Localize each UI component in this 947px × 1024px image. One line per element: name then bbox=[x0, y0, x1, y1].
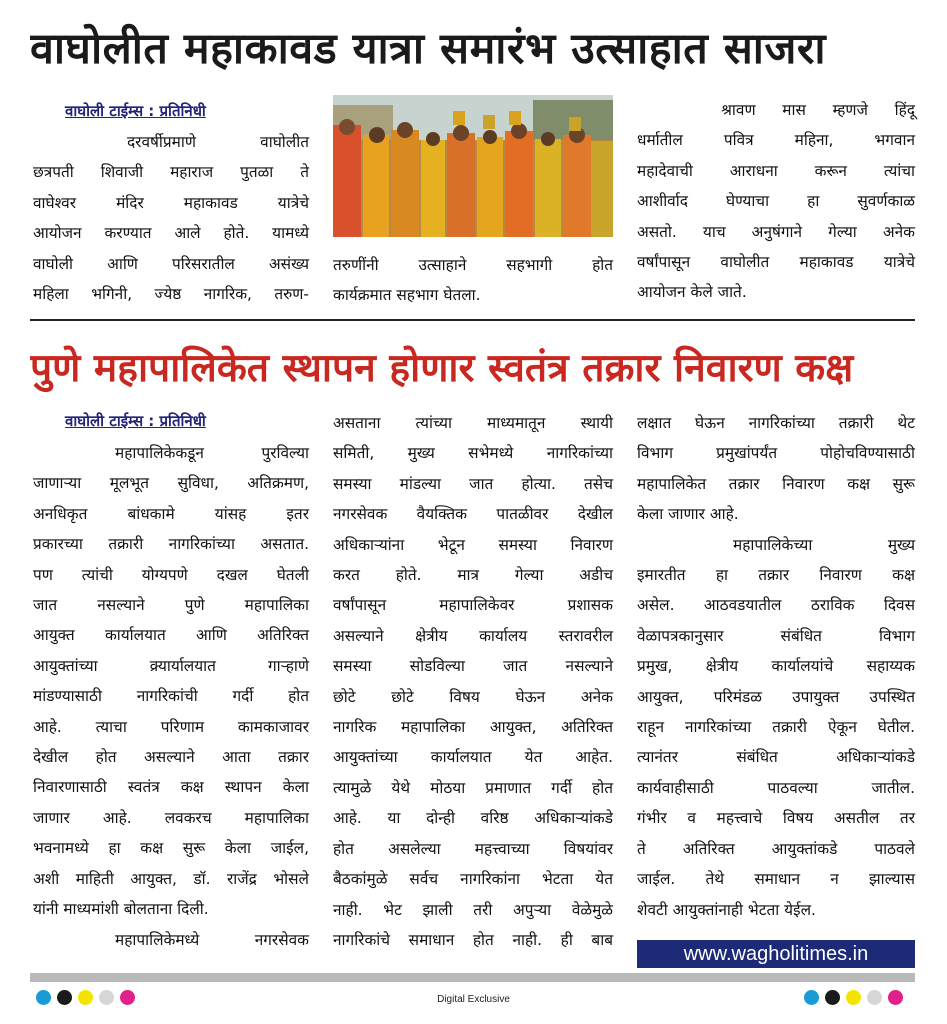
article1-column-2 bbox=[333, 250, 613, 311]
print-marks-right bbox=[804, 990, 903, 1005]
print-mark-dot bbox=[888, 990, 903, 1005]
text-line: ते अतिरिक्त आयुक्तांकडे पाठवले bbox=[637, 839, 915, 858]
section-divider bbox=[30, 319, 915, 321]
text-line: मांडण्यासाठी नागरिकांची गर्दी होत bbox=[33, 687, 309, 706]
text-line: अशी माहिती आयुक्त, डॉ. राजेंद्र भोसले bbox=[33, 869, 309, 888]
article2-column-3 bbox=[637, 408, 915, 925]
text-line: असेल. आठवडयातील ठराविक दिवस bbox=[637, 596, 915, 615]
text-line: वाघेश्वर मंदिर महाकावड यात्रेचे bbox=[33, 193, 309, 212]
text-line: यांनी माध्यमांशी बोलताना दिली. bbox=[33, 900, 209, 919]
text-line: प्रकारच्या तक्रारी नागरिकांच्या असतात. bbox=[33, 535, 309, 554]
article2-column-1 bbox=[33, 438, 309, 955]
text-line: समस्या सोडविल्या जात नसल्याने bbox=[333, 657, 613, 676]
text-line: आयोजन करण्यात आले होते. यामध्ये bbox=[33, 224, 309, 243]
text-line: भवनामध्ये हा कक्ष सुरू केला जाईल, bbox=[33, 839, 309, 858]
text-line: महापालिकेमध्ये नगरसेवक bbox=[115, 930, 309, 949]
article1-column-3 bbox=[637, 95, 915, 308]
text-line: जाणार आहे. लवकरच महापालिका bbox=[33, 808, 309, 827]
text-line: प्रमुख, क्षेत्रीय कार्यालयांचे सहाय्यक bbox=[637, 657, 915, 676]
text-line: अधिकाऱ्यांना भेटून समस्या निवारण bbox=[333, 535, 613, 554]
text-line: निवारणासाठी स्वतंत्र कक्ष स्थापन केला bbox=[33, 778, 309, 797]
text-line: गंभीर व महत्त्वाचे विषय असतील तर bbox=[637, 809, 915, 828]
text-line: तरुणींनी उत्साहाने सहभागी होत bbox=[333, 256, 613, 274]
text-line: त्यामुळे येथे मोठया प्रमाणात गर्दी होत bbox=[333, 778, 613, 797]
text-line: त्यानंतर संबंधित अधिकाऱ्यांकडे bbox=[637, 748, 915, 767]
text-line: दरवर्षीप्रमाणे वाघोलीत bbox=[127, 133, 309, 151]
text-line: जाईल. तेथे समाधान न झाल्यास bbox=[637, 870, 915, 889]
footer-label: Digital Exclusive bbox=[437, 994, 510, 1005]
text-line: जाणाऱ्या मूलभूत सुविधा, अतिक्रमण, bbox=[33, 474, 309, 493]
article2-column-2 bbox=[333, 408, 613, 955]
text-line: लक्षात घेऊन नागरिकांच्या तक्रारी थेट bbox=[637, 414, 915, 432]
text-line: छत्रपती शिवाजी महाराज पुतळा ते bbox=[33, 163, 309, 182]
text-line: बैठकांमुळे सर्वच नागरिकांना भेटता येत bbox=[333, 870, 613, 889]
print-mark-dot bbox=[825, 990, 840, 1005]
text-line: महिला भगिनी, ज्येष्ठ नागरिक, तरुण- bbox=[33, 285, 309, 304]
print-mark-dot bbox=[804, 990, 819, 1005]
yatra-photo bbox=[333, 95, 613, 237]
website-link[interactable]: www.wagholitimes.in bbox=[637, 940, 915, 968]
text-line: पण त्यांची योग्यपणे दखल घेतली bbox=[33, 565, 309, 584]
text-line: वाघोली आणि परिसरातील असंख्य bbox=[33, 254, 309, 273]
text-line: आयुक्त कार्यालयात आणि अतिरिक्त bbox=[33, 626, 309, 645]
text-line: होत असलेल्या महत्त्वाच्या विषयांवर bbox=[333, 839, 613, 858]
text-line: असतो. याच अनुषंगाने गेल्या अनेक bbox=[637, 222, 915, 241]
text-line: जात नसल्याने पुणे महापालिका bbox=[33, 596, 309, 615]
text-line: धर्मातील पवित्र महिना, भगवान bbox=[637, 131, 915, 150]
print-mark-dot bbox=[120, 990, 135, 1005]
text-line: राहून नागरिकांच्या तक्रारी ऐकून घेतील. bbox=[637, 718, 915, 737]
text-line: नगरसेवक वैयक्तिक पातळीवर देखील bbox=[333, 505, 613, 524]
text-line: आयोजन केले जाते. bbox=[637, 283, 747, 302]
text-line: समस्या मांडल्या जात होत्या. तसेच bbox=[333, 474, 613, 493]
text-line: आयुक्तांच्या क्र्यार्यालयात गाऱ्हाणे bbox=[33, 656, 309, 675]
text-line: असताना त्यांच्या माध्यमातून स्थायी bbox=[333, 414, 613, 432]
text-line: आयुक्तांच्या कार्यालयात येत आहेत. bbox=[333, 748, 613, 767]
text-line: समिती, मुख्य सभेमध्ये नागरिकांच्या bbox=[333, 444, 613, 463]
text-line: नाही. भेट झाली तरी अपुऱ्या वेळेमुळे bbox=[333, 900, 613, 919]
text-line: नागरिक महापालिका आयुक्त, अतिरिक्त bbox=[333, 718, 613, 737]
yatra-procession-image bbox=[333, 95, 613, 237]
article1-headline: वाघोलीत महाकावड यात्रा समारंभ उत्साहात साजरा bbox=[30, 24, 827, 74]
print-mark-dot bbox=[846, 990, 861, 1005]
text-line: विभाग प्रमुखांपर्यंत पोहोचविण्यासाठी bbox=[637, 444, 915, 463]
article1-column-1 bbox=[33, 127, 309, 309]
print-mark-dot bbox=[78, 990, 93, 1005]
text-line: करत होते. मात्र गेल्या अडीच bbox=[333, 566, 613, 585]
text-line: कार्यवाहीसाठी पाठवल्या जातील. bbox=[637, 778, 915, 797]
text-line: असल्याने क्षेत्रीय कार्यालय स्तरावरील bbox=[333, 626, 613, 645]
print-mark-dot bbox=[99, 990, 114, 1005]
text-line: वर्षांपासून महापालिकेवर प्रशासक bbox=[333, 596, 613, 615]
text-line: आहे. त्याचा परिणाम कामकाजावर bbox=[33, 717, 309, 736]
text-line: वर्षांपासून वाघोलीत महाकावड यात्रेचे bbox=[637, 253, 915, 272]
text-line: महापालिकेच्या मुख्य bbox=[733, 535, 915, 554]
article1-byline: वाघोली टाईम्स : प्रतिनिधी bbox=[65, 102, 206, 120]
article2-headline: पुणे महापालिकेत स्थापन होणार स्वतंत्र तक्रार निवारण कक्ष bbox=[30, 346, 854, 391]
text-line: वेळापत्रकानुसार संबंधित विभाग bbox=[637, 626, 915, 645]
text-line: छोटे छोटे विषय घेऊन अनेक bbox=[333, 687, 613, 706]
footer-bar bbox=[30, 973, 915, 982]
text-line: कार्यक्रमात सहभाग घेतला. bbox=[333, 286, 481, 305]
text-line: श्रावण मास म्हणजे हिंदू bbox=[721, 101, 915, 119]
article2-byline: वाघोली टाईम्स : प्रतिनिधी bbox=[65, 412, 206, 430]
print-mark-dot bbox=[867, 990, 882, 1005]
text-line: अनधिकृत बांधकामे यांसह इतर bbox=[33, 504, 309, 523]
text-line: शेवटी आयुक्तांनाही भेटता येईल. bbox=[637, 900, 816, 919]
text-line: आहे. या दोन्ही वरिष्ठ अधिकाऱ्यांकडे bbox=[333, 809, 613, 828]
text-line: देखील होत असल्याने आता तक्रार bbox=[33, 748, 309, 767]
print-mark-dot bbox=[36, 990, 51, 1005]
text-line: महापालिकेकडून पुरविल्या bbox=[115, 444, 309, 462]
text-line: आयुक्त, परिमंडळ उपायुक्त उपस्थित bbox=[637, 687, 915, 706]
text-line: आशीर्वाद घेण्याचा हा सुवर्णकाळ bbox=[637, 192, 915, 211]
print-mark-dot bbox=[57, 990, 72, 1005]
text-line: महापालिकेत तक्रार निवारण कक्ष सुरू bbox=[637, 474, 915, 493]
text-line: इमारतीत हा तक्रार निवारण कक्ष bbox=[637, 566, 915, 585]
print-marks-left bbox=[36, 990, 135, 1005]
text-line: केला जाणार आहे. bbox=[637, 505, 739, 524]
text-line: नागरिकांचे समाधान होत नाही. ही बाब bbox=[333, 930, 613, 949]
text-line: महादेवाची आराधना करून त्यांचा bbox=[637, 161, 915, 180]
